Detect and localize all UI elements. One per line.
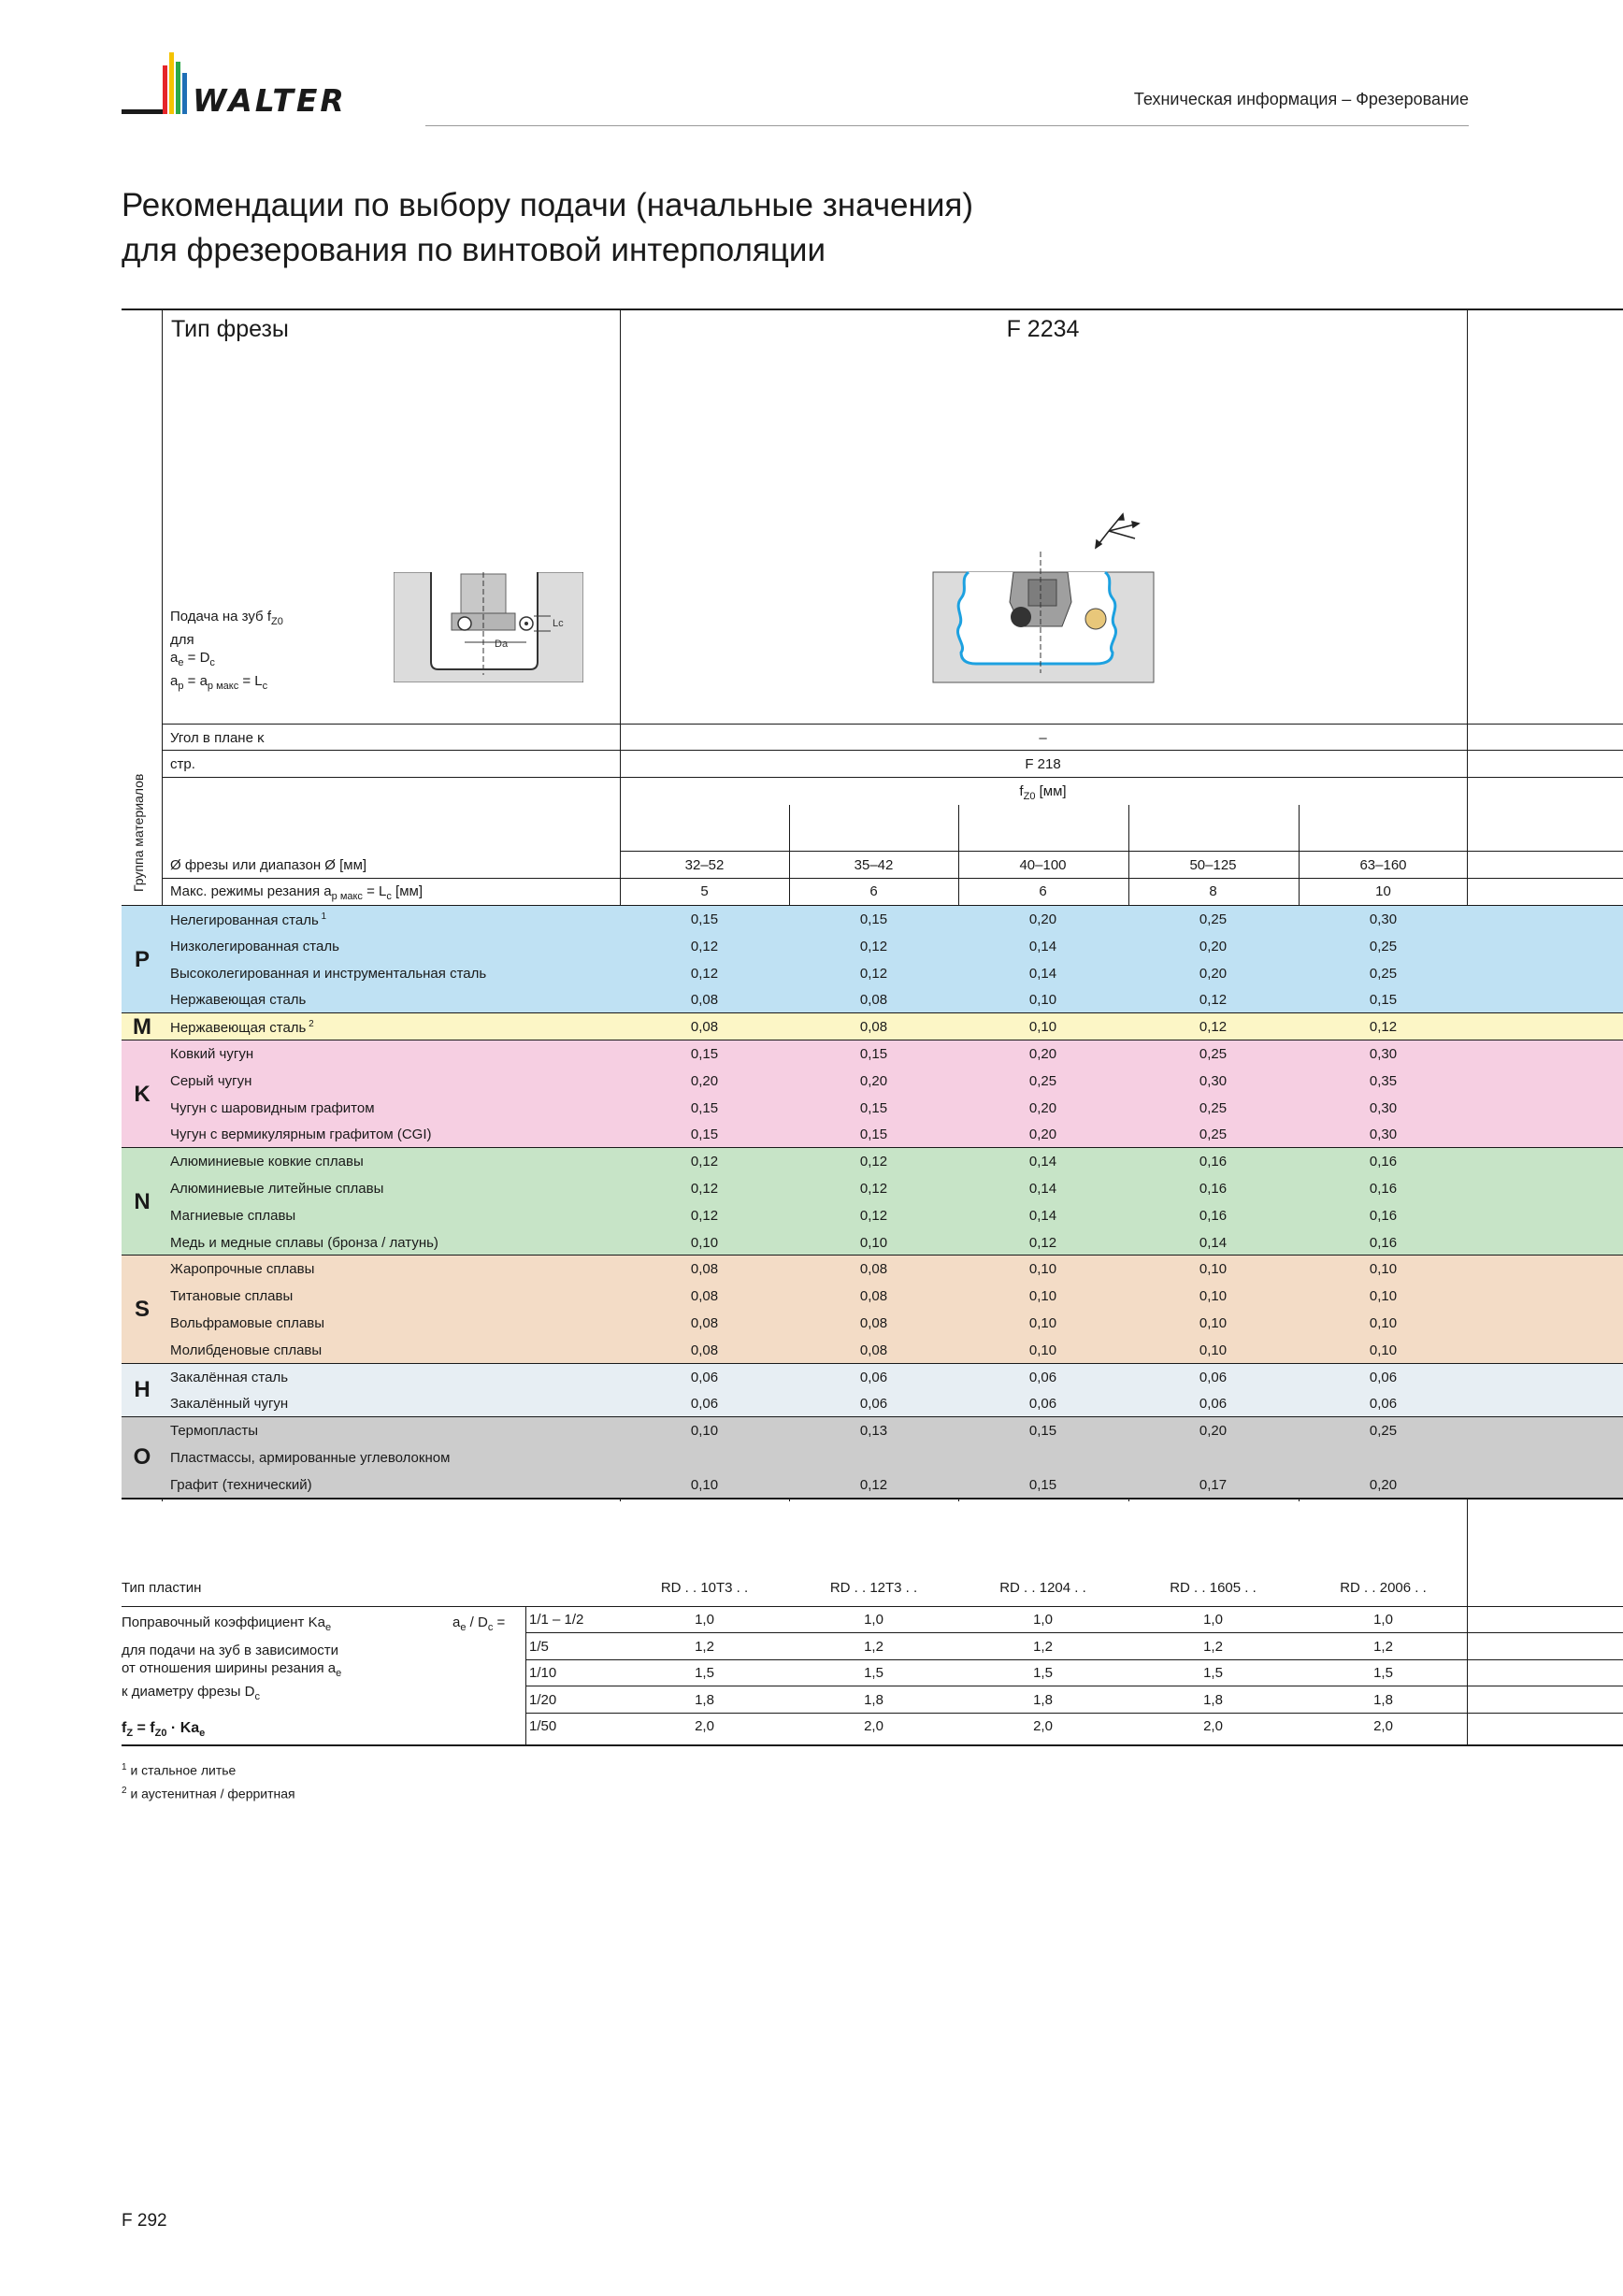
angle-value: – (1039, 730, 1047, 746)
feed-value: 0,15 (690, 1099, 719, 1116)
cutter-type-label: Тип фрезы (171, 316, 289, 342)
material-group-letter: P (122, 906, 163, 1013)
feed-value: 0,08 (859, 1288, 888, 1305)
feed-directions-icon (1096, 514, 1139, 548)
feed-value: 0,17 (1199, 1476, 1228, 1493)
correction-value: 2,0 (1373, 1718, 1393, 1735)
correction-value: 2,0 (1203, 1718, 1223, 1735)
material-name: Магниевые сплавы (170, 1207, 296, 1224)
feed-value: 0,10 (1369, 1261, 1398, 1278)
feed-value: 0,08 (690, 992, 719, 1009)
feed-value: 0,25 (1369, 965, 1398, 982)
correction-value: 2,0 (695, 1718, 714, 1735)
feed-value: 0,12 (690, 1181, 719, 1197)
grid-hline (162, 777, 1623, 778)
feed-value: 0,12 (1199, 1019, 1228, 1036)
footnote-1: $^1$ и стальное литье (122, 1762, 237, 1778)
feed-value: 0,16 (1369, 1154, 1398, 1170)
feed-value: 0,20 (1028, 1046, 1057, 1062)
feed-value: 0,12 (1028, 1234, 1057, 1251)
feed-value: 0,15 (1369, 992, 1398, 1009)
feed-value: 0,06 (690, 1369, 719, 1385)
correction-row-divider (525, 1713, 1623, 1714)
feed-value: 0,15 (859, 1126, 888, 1143)
correction-description: для подачи на зуб в зависимости от отношения ширины резания $a_e$ к диаметру фрезы $D_c$ (122, 1643, 342, 1702)
feed-value: 0,06 (1369, 1396, 1398, 1413)
table-row (122, 986, 1623, 1013)
correction-value: 2,0 (864, 1718, 883, 1735)
insert-type-value: RD . . 1605 . . (1170, 1580, 1257, 1596)
feed-value: 0,30 (1369, 911, 1398, 927)
catalog-page-label: стр. (170, 756, 195, 772)
correction-title: Поправочный коэффициент $Ka_e$ (122, 1614, 332, 1633)
max-cut-value: 10 (1375, 883, 1391, 899)
correction-value: 1,2 (864, 1638, 883, 1655)
feed-value: 0,12 (690, 938, 719, 954)
table-top-border (122, 309, 1623, 310)
fz-unit-label: $f_{Z0}$ [мм] (1019, 783, 1067, 802)
diameter-label: Ø фрезы или диапазон Ø [мм] (170, 857, 367, 873)
correction-ratio: 1/50 (529, 1718, 557, 1735)
feed-value: 0,06 (859, 1396, 888, 1413)
feed-value: 0,12 (859, 938, 888, 954)
grid-hline (162, 878, 1623, 879)
material-group-letter: N (122, 1148, 163, 1256)
feed-value: 0,08 (690, 1342, 719, 1358)
footnote-2: $^2$ и аустенитная / ферритная (122, 1785, 295, 1801)
material-name: Чугун с вермикулярным графитом (CGI) (170, 1126, 432, 1143)
feed-value: 0,16 (1369, 1207, 1398, 1224)
correction-value: 1,2 (1203, 1638, 1223, 1655)
material-name: Высоколегированная и инструментальная сталь (170, 965, 487, 982)
feed-value: 0,20 (1199, 965, 1228, 982)
feed-value: 0,08 (690, 1019, 719, 1036)
page-title-line-2: для фрезерования по винтовой интерполяции (122, 232, 826, 268)
feed-value: 0,25 (1199, 1126, 1228, 1143)
material-name: Нелегированная сталь $^1$ (170, 911, 327, 928)
feed-value: 0,08 (690, 1288, 719, 1305)
table-row (122, 1337, 1623, 1364)
table-row (122, 1040, 1623, 1068)
correction-value: 2,0 (1033, 1718, 1053, 1735)
table-row (122, 1364, 1623, 1391)
feed-value: 0,10 (1028, 1288, 1057, 1305)
material-name: Ковкий чугун (170, 1046, 254, 1062)
material-group-letter: K (122, 1040, 163, 1148)
grid-vline (525, 1607, 526, 1745)
feed-value: 0,25 (1199, 1099, 1228, 1116)
feed-formula: $f_Z = f_{Z0} \cdot Ka_e$ (122, 1720, 206, 1740)
max-cut-value: 8 (1209, 883, 1217, 899)
feed-value: 0,16 (1369, 1181, 1398, 1197)
correction-value: 1,0 (695, 1612, 714, 1628)
insert-type-value: RD . . 10T3 . . (660, 1580, 749, 1596)
feed-value: 0,08 (859, 992, 888, 1009)
material-group-vertical-label: Группа материалов (131, 773, 146, 892)
feed-value: 0,10 (1369, 1288, 1398, 1305)
table-row (122, 960, 1623, 987)
feed-value: 0,16 (1199, 1207, 1228, 1224)
header-section-title: Техническая информация – Фрезерование (1133, 90, 1469, 108)
angle-label: Угол в плане κ (170, 730, 265, 746)
correction-value: 1,0 (1373, 1612, 1393, 1628)
feed-value: 0,25 (1199, 1046, 1228, 1062)
feed-value: 0,14 (1028, 1207, 1057, 1224)
page-number: F 292 (122, 2211, 167, 2231)
feed-value: 0,20 (859, 1072, 888, 1089)
table-row (122, 1013, 1623, 1040)
feed-value: 0,20 (1369, 1476, 1398, 1493)
correction-value: 1,5 (1203, 1665, 1223, 1682)
feed-value: 0,15 (690, 1126, 719, 1143)
correction-value: 1,8 (695, 1691, 714, 1708)
table-row (122, 1256, 1623, 1283)
insert-type-value: RD . . 1204 . . (999, 1580, 1086, 1596)
feed-value: 0,25 (1369, 1423, 1398, 1440)
material-name: Нержавеющая сталь (170, 992, 307, 1009)
correction-value: 1,8 (1203, 1691, 1223, 1708)
material-name: Вольфрамовые сплавы (170, 1315, 324, 1331)
feed-value: 0,10 (859, 1234, 888, 1251)
table-row (122, 1229, 1623, 1256)
correction-ratio-label: $a_e / D_c$ = (452, 1614, 506, 1633)
correction-value: 1,2 (695, 1638, 714, 1655)
material-name: Чугун с шаровидным графитом (170, 1099, 375, 1116)
feed-value: 0,06 (1199, 1396, 1228, 1413)
walter-logo (122, 60, 402, 131)
feed-value: 0,30 (1369, 1126, 1398, 1143)
diameter-value: 32–52 (684, 857, 725, 873)
feed-value: 0,10 (690, 1476, 719, 1493)
table-row (122, 1148, 1623, 1175)
feed-value: 0,16 (1199, 1181, 1228, 1197)
feed-value: 0,25 (1369, 938, 1398, 954)
feed-value: 0,08 (859, 1261, 888, 1278)
feed-value: 0,35 (1369, 1072, 1398, 1089)
grid-hline (122, 1606, 1623, 1607)
grid-hline (162, 724, 1623, 725)
material-name: Графит (технический) (170, 1476, 312, 1493)
feed-value: 0,10 (1199, 1288, 1228, 1305)
material-name: Молибденовые сплавы (170, 1342, 323, 1358)
feed-value: 0,10 (690, 1234, 719, 1251)
feed-value: 0,10 (1028, 1261, 1057, 1278)
material-name: Медь и медные сплавы (бронза / латунь) (170, 1234, 438, 1251)
feed-value: 0,12 (690, 1207, 719, 1224)
table-row (122, 1417, 1623, 1444)
feed-value: 0,12 (690, 965, 719, 982)
helical-interpolation-diagram (394, 572, 583, 682)
correction-value: 1,5 (1373, 1665, 1393, 1682)
diameter-value: 63–160 (1359, 857, 1407, 873)
feed-value: 0,20 (1028, 911, 1057, 927)
max-cut-value: 6 (1039, 883, 1047, 899)
feed-value: 0,10 (690, 1423, 719, 1440)
diagram-lc-label: Lc (553, 618, 564, 629)
table-row (122, 1390, 1623, 1417)
feed-value: 0,20 (1028, 1126, 1057, 1143)
feed-value: 0,30 (1369, 1046, 1398, 1062)
feed-value: 0,10 (1028, 1315, 1057, 1331)
feed-value: 0,14 (1028, 1181, 1057, 1197)
table-row (122, 906, 1623, 933)
logo-wordmark: WALTER (193, 82, 347, 119)
max-cut-value: 5 (700, 883, 709, 899)
material-name: Алюминиевые литейные сплавы (170, 1181, 384, 1197)
table-row (122, 1283, 1623, 1310)
insert-type-value: RD . . 12T3 . . (829, 1580, 918, 1596)
feed-value: 0,25 (1028, 1072, 1057, 1089)
feed-value: 0,12 (859, 1154, 888, 1170)
material-name: Серый чугун (170, 1072, 252, 1089)
correction-ratio: 1/1 – 1/2 (529, 1612, 584, 1628)
catalog-page-value: F 218 (1025, 756, 1061, 772)
feed-value: 0,20 (1199, 1423, 1228, 1440)
feed-value: 0,25 (1199, 911, 1228, 927)
diameter-value: 35–42 (854, 857, 894, 873)
feed-per-tooth-caption: Подача на зуб $f_{Z0}$ для $a_e = D_c$ $a_p = a_{p макс} = L_c$ (170, 609, 283, 692)
material-name: Нержавеющая сталь $^2$ (170, 1019, 314, 1037)
feed-value: 0,12 (1199, 992, 1228, 1009)
page-title (122, 183, 973, 273)
feed-value: 0,08 (690, 1261, 719, 1278)
correction-value: 1,0 (1203, 1612, 1223, 1628)
correction-value: 1,0 (1033, 1612, 1053, 1628)
feed-value: 0,15 (1028, 1476, 1057, 1493)
table-row (122, 1444, 1623, 1471)
correction-value: 1,0 (864, 1612, 883, 1628)
feed-value: 0,06 (859, 1369, 888, 1385)
feed-value: 0,12 (690, 1154, 719, 1170)
feed-value: 0,08 (859, 1019, 888, 1036)
correction-value: 1,8 (1373, 1691, 1393, 1708)
correction-value: 1,8 (1033, 1691, 1053, 1708)
feed-value: 0,10 (1028, 1342, 1057, 1358)
feed-value: 0,15 (1028, 1423, 1057, 1440)
material-name: Пластмассы, армированные углеволокном (170, 1450, 451, 1466)
correction-ratio: 1/5 (529, 1638, 549, 1655)
feed-value: 0,10 (1028, 1019, 1057, 1036)
correction-value: 1,2 (1373, 1638, 1393, 1655)
table-row (122, 1202, 1623, 1229)
feed-value: 0,10 (1199, 1261, 1228, 1278)
max-cut-value: 6 (869, 883, 878, 899)
material-name: Низколегированная сталь (170, 938, 339, 954)
feed-value: 0,20 (1199, 938, 1228, 954)
feed-value: 0,30 (1199, 1072, 1228, 1089)
feed-value: 0,15 (690, 911, 719, 927)
feed-value: 0,14 (1028, 965, 1057, 982)
feed-value: 0,10 (1369, 1315, 1398, 1331)
material-name: Закалённый чугун (170, 1396, 289, 1413)
table-row (122, 1471, 1623, 1499)
feed-value: 0,08 (859, 1342, 888, 1358)
correction-value: 1,8 (864, 1691, 883, 1708)
table-row (122, 1121, 1623, 1148)
table-row (122, 1068, 1623, 1095)
feed-value: 0,12 (859, 965, 888, 982)
feed-value: 0,16 (1369, 1234, 1398, 1251)
footnote-mark: 1 (318, 911, 327, 922)
table-row (122, 1095, 1623, 1122)
material-name: Алюминиевые ковкие сплавы (170, 1154, 364, 1170)
grid-hline (162, 750, 1623, 751)
feed-value: 0,15 (859, 1099, 888, 1116)
feed-value: 0,15 (859, 1046, 888, 1062)
material-name: Термопласты (170, 1423, 259, 1440)
table-row (122, 933, 1623, 960)
correction-row-divider (525, 1632, 1623, 1633)
feed-value: 0,06 (1028, 1396, 1057, 1413)
feed-value: 0,06 (1369, 1369, 1398, 1385)
feed-value: 0,08 (690, 1315, 719, 1331)
correction-value: 1,5 (1033, 1665, 1053, 1682)
material-group-letter: O (122, 1417, 163, 1498)
feed-value: 0,16 (1199, 1154, 1228, 1170)
grid-hline (122, 1744, 1623, 1746)
feed-value: 0,10 (1028, 992, 1057, 1009)
material-name: Жаропрочные сплавы (170, 1261, 315, 1278)
feed-value: 0,06 (1028, 1369, 1057, 1385)
feed-value: 0,13 (859, 1423, 888, 1440)
insert-type-label: Тип пластин (122, 1580, 202, 1596)
diameter-value: 50–125 (1189, 857, 1237, 873)
feed-value: 0,20 (690, 1072, 719, 1089)
grid-hline (620, 851, 1623, 852)
group-divider (122, 1498, 1623, 1500)
feed-value: 0,15 (859, 911, 888, 927)
table-row (122, 1310, 1623, 1337)
diameter-value: 40–100 (1019, 857, 1067, 873)
feed-value: 0,12 (859, 1181, 888, 1197)
correction-value: 1,5 (695, 1665, 714, 1682)
page-title-line-1: Рекомендации по выбору подачи (начальные значения) (122, 187, 974, 223)
feed-value: 0,12 (859, 1476, 888, 1493)
footnotes (122, 1758, 295, 1803)
diagram-da-label: Da (495, 639, 509, 650)
material-name: Титановые сплавы (170, 1288, 294, 1305)
feed-value: 0,12 (1369, 1019, 1398, 1036)
feed-value: 0,08 (859, 1315, 888, 1331)
insert-type-value: RD . . 2006 . . (1340, 1580, 1427, 1596)
material-group-letter: H (122, 1364, 163, 1418)
feed-value: 0,10 (1199, 1315, 1228, 1331)
correction-ratio: 1/10 (529, 1665, 557, 1682)
feed-value: 0,10 (1369, 1342, 1398, 1358)
feed-value: 0,20 (1028, 1099, 1057, 1116)
material-group-letter: M (122, 1013, 163, 1040)
cutter-name: F 2234 (1006, 316, 1080, 342)
feed-value: 0,12 (859, 1207, 888, 1224)
header-divider (425, 125, 1469, 126)
feed-value: 0,06 (1199, 1369, 1228, 1385)
feed-value: 0,06 (690, 1396, 719, 1413)
feed-value: 0,14 (1028, 938, 1057, 954)
logo-bars-icon (122, 60, 178, 131)
feed-value: 0,30 (1369, 1099, 1398, 1116)
cutter-f2234-diagram (931, 486, 1156, 684)
material-group-letter: S (122, 1256, 163, 1363)
correction-value: 1,2 (1033, 1638, 1053, 1655)
feed-value: 0,14 (1028, 1154, 1057, 1170)
table-row (122, 1175, 1623, 1202)
correction-ratio: 1/20 (529, 1691, 557, 1708)
max-cut-label: Макс. режимы резания $a_{p макс} = L_c$ [мм] (170, 883, 424, 902)
feed-value: 0,15 (690, 1046, 719, 1062)
footnote-mark: 2 (306, 1019, 314, 1030)
correction-row-divider (525, 1659, 1623, 1660)
feed-value: 0,10 (1199, 1342, 1228, 1358)
feed-value: 0,14 (1199, 1234, 1228, 1251)
correction-value: 1,5 (864, 1665, 883, 1682)
material-name: Закалённая сталь (170, 1369, 289, 1385)
